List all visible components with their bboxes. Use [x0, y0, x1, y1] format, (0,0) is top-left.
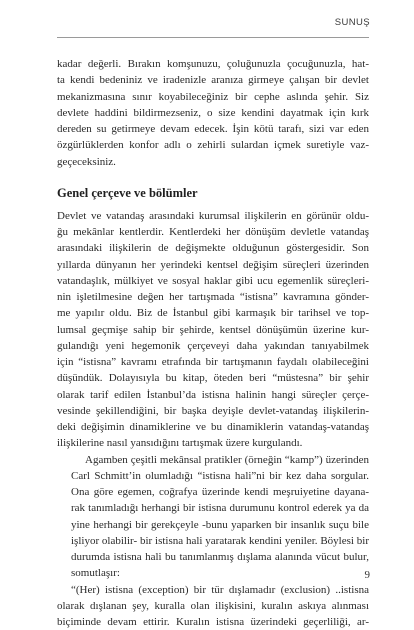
- paragraph-quotation: [57, 582, 369, 630]
- text-line: kadar değerli. Bırakın komşunuzu, çoluğunuzla çocuğunuzla, hat-: [57, 56, 369, 72]
- text-line: “(Her) istisna (exception) bir tür dışlamadır (exclusion) ..istisna: [57, 582, 369, 598]
- text-line: lumsal geçmişe sahip bir şehirde, kentsel dönüşümün üzerine kur-: [57, 322, 369, 338]
- text-line: Carl Schmitt’in olumladığı “istisna hali”ni bir kez daha sorgular.: [57, 468, 369, 484]
- text-line: vatandaşlık, mülkiyet ve sosyal haklar gibi ucu egemenlik süreçleri-: [57, 273, 369, 289]
- text-line: ğu mekânlar kentlerdir. Kentlerdeki her dönüşüm devletle vatandaş: [57, 224, 369, 240]
- header-rule: [57, 37, 369, 38]
- text-line: düşündük. Dolayısıyla bu kitap, öteden beri “müstesna” bir şehir: [57, 370, 369, 386]
- text-line: işliyor olabilir- bir istisna hali yaratarak kendini yeniler. Böylesi bir: [57, 533, 369, 549]
- text-line: nin işletilmesine değen her tartışmada “istisna” kavramına gönder-: [57, 289, 369, 305]
- text-line: deki değişimin dinamiklerine ve bu dinamiklerin vatandaş-vatandaş: [57, 419, 369, 435]
- text-line: özgürlüklerden konfor adlı o zehirli sulardan içmek suretiyle vaz-: [57, 137, 369, 153]
- text-line: mekanizmasına sınır koyabileceğiniz bir cephe aslında şehir. Siz: [57, 89, 369, 105]
- text-line: olarak dışlanan şey, kuralla olan ilişkisini, kuralın askıya alınması: [57, 598, 369, 614]
- text-line: Ona göre egemen, coğrafya üzerinde kendi meşruiyetine dayana-: [57, 484, 369, 500]
- text-line: durumda istisna hali bu tanımlanmış dışlama alanında vücut bulur,: [57, 549, 369, 565]
- text-line: olarak tarif edilen İstanbul’da istisna halinin hangi süreçler çerçe-: [57, 387, 369, 403]
- paragraph-agamben: [57, 452, 369, 582]
- text-line: Devlet ve vatandaş arasındaki kurumsal ilişkilerin en görünür oldu-: [57, 208, 369, 224]
- text-line: devlete haddini bildirmezseniz, o size kendini dayatmak için kırk: [57, 105, 369, 121]
- text-line: biçiminde devam ettirir. Kuralın istisna üzerindeki geçerliliği, ar-: [57, 614, 369, 630]
- text-line: dereden su getirmeye devam edecek. İşin kötü tarafı, sizi var eden: [57, 121, 369, 137]
- text-line: geçeceksiniz.: [57, 154, 369, 170]
- text-line: arasındaki ilişkilerin de değişmekte olduğunun göstergesidir. Son: [57, 240, 369, 256]
- text-line: Agamben çeşitli mekânsal pratikler (örneğin “kamp”) üzerinden: [57, 452, 369, 468]
- paragraph-framework: [57, 208, 369, 452]
- text-line: vesinde şekillendiğini, bir başka deyişle devlet-vatandaş ilişkilerin-: [57, 403, 369, 419]
- text-line: için “istisna” kavramı etrafında bir tartışmanın faydalı olabileceğini: [57, 354, 369, 370]
- running-head: SUNUŞ: [335, 17, 370, 28]
- section-heading: Genel çerçeve ve bölümler: [57, 185, 369, 201]
- text-line: somutlaşır:: [57, 565, 369, 581]
- text-line: me yapılır oldu. Biz de İstanbul gibi karmaşık bir tarihsel ve top-: [57, 305, 369, 321]
- paragraph-intro-continuation: [57, 56, 369, 170]
- text-line: yıllarda dünyanın her yerindeki kentsel değişim süreçleri üzerinden: [57, 257, 369, 273]
- text-line: ta kendi bedeniniz ve iradenizle aranıza girmeye çalışan bir devlet: [57, 72, 369, 88]
- page-body: [57, 56, 369, 630]
- text-line: gulandığı yeni hegemonik çerçeveyi daha yakından tanıyabilmek: [57, 338, 369, 354]
- page-number: 9: [365, 569, 371, 581]
- text-line: yine herhangi bir gerekçeyle -bunu yaparken bir insanlık suçu bile: [57, 517, 369, 533]
- text-line: ilişkilerine nasıl yansıdığını tartışmak üzere kurgulandı.: [57, 435, 369, 451]
- text-line: rak tanımladığı herhangi bir istisna durumunu kontrol ederek ya da: [57, 500, 369, 516]
